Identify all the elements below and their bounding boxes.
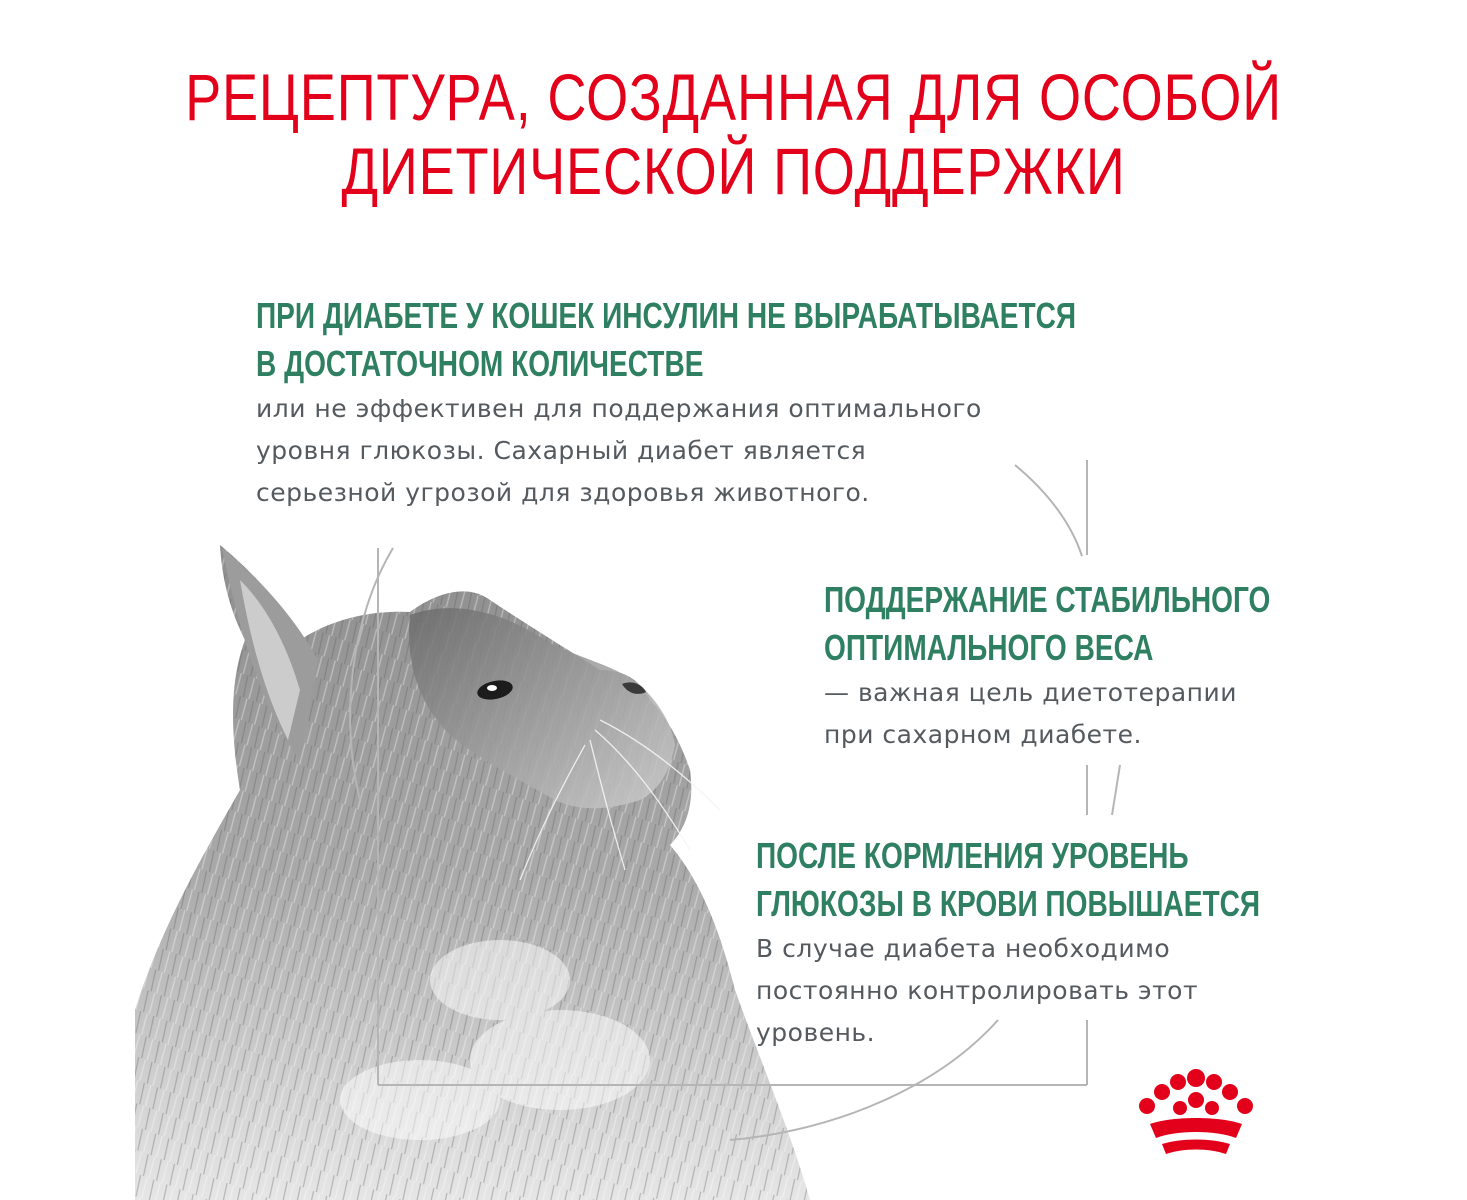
block-body-line: постоянно контролировать этот	[756, 976, 1199, 1005]
block-heading-line: ПОСЛЕ КОРМЛЕНИЯ УРОВЕНЬ	[756, 835, 1189, 876]
info-block-diabetes	[256, 292, 1307, 514]
block-heading-line: В ДОСТАТОЧНОМ КОЛИЧЕСТВЕ	[256, 343, 704, 384]
title-line-2: ДИЕТИЧЕСКОЙ ПОДДЕРЖКИ	[341, 134, 1126, 208]
block-body-line: В случае диабета необходимо	[756, 934, 1171, 963]
title-line-1: РЕЦЕПТУРА, СОЗДАННАЯ ДЛЯ ОСОБОЙ	[185, 60, 1282, 134]
block-body-line: при сахарном диабете.	[824, 720, 1142, 749]
block-heading-line: ОПТИМАЛЬНОГО ВЕСА	[824, 627, 1154, 668]
block-body-line: серьезной угрозой для здоровья животного.	[256, 478, 870, 507]
page-title	[132, 60, 1335, 208]
info-block-weight	[824, 576, 1396, 756]
block-body-line: уровня глюкозы. Сахарный диабет является	[256, 436, 867, 465]
block-heading-line: ПРИ ДИАБЕТЕ У КОШЕК ИНСУЛИН НЕ ВЫРАБАТЫВАЕТСЯ	[256, 295, 1077, 336]
block-body-line: — важная цель диетотерапии	[824, 678, 1237, 707]
block-heading-line: ГЛЮКОЗЫ В КРОВИ ПОВЫШАЕТСЯ	[756, 883, 1261, 924]
block-heading-line: ПОДДЕРЖАНИЕ СТАБИЛЬНОГО	[824, 579, 1271, 620]
block-body-line: уровень.	[756, 1018, 876, 1047]
block-body-line: или не эффективен для поддержания оптимального	[256, 394, 982, 423]
info-block-glucose	[756, 832, 1402, 1054]
royal-crown-logo-icon	[1132, 1066, 1260, 1158]
